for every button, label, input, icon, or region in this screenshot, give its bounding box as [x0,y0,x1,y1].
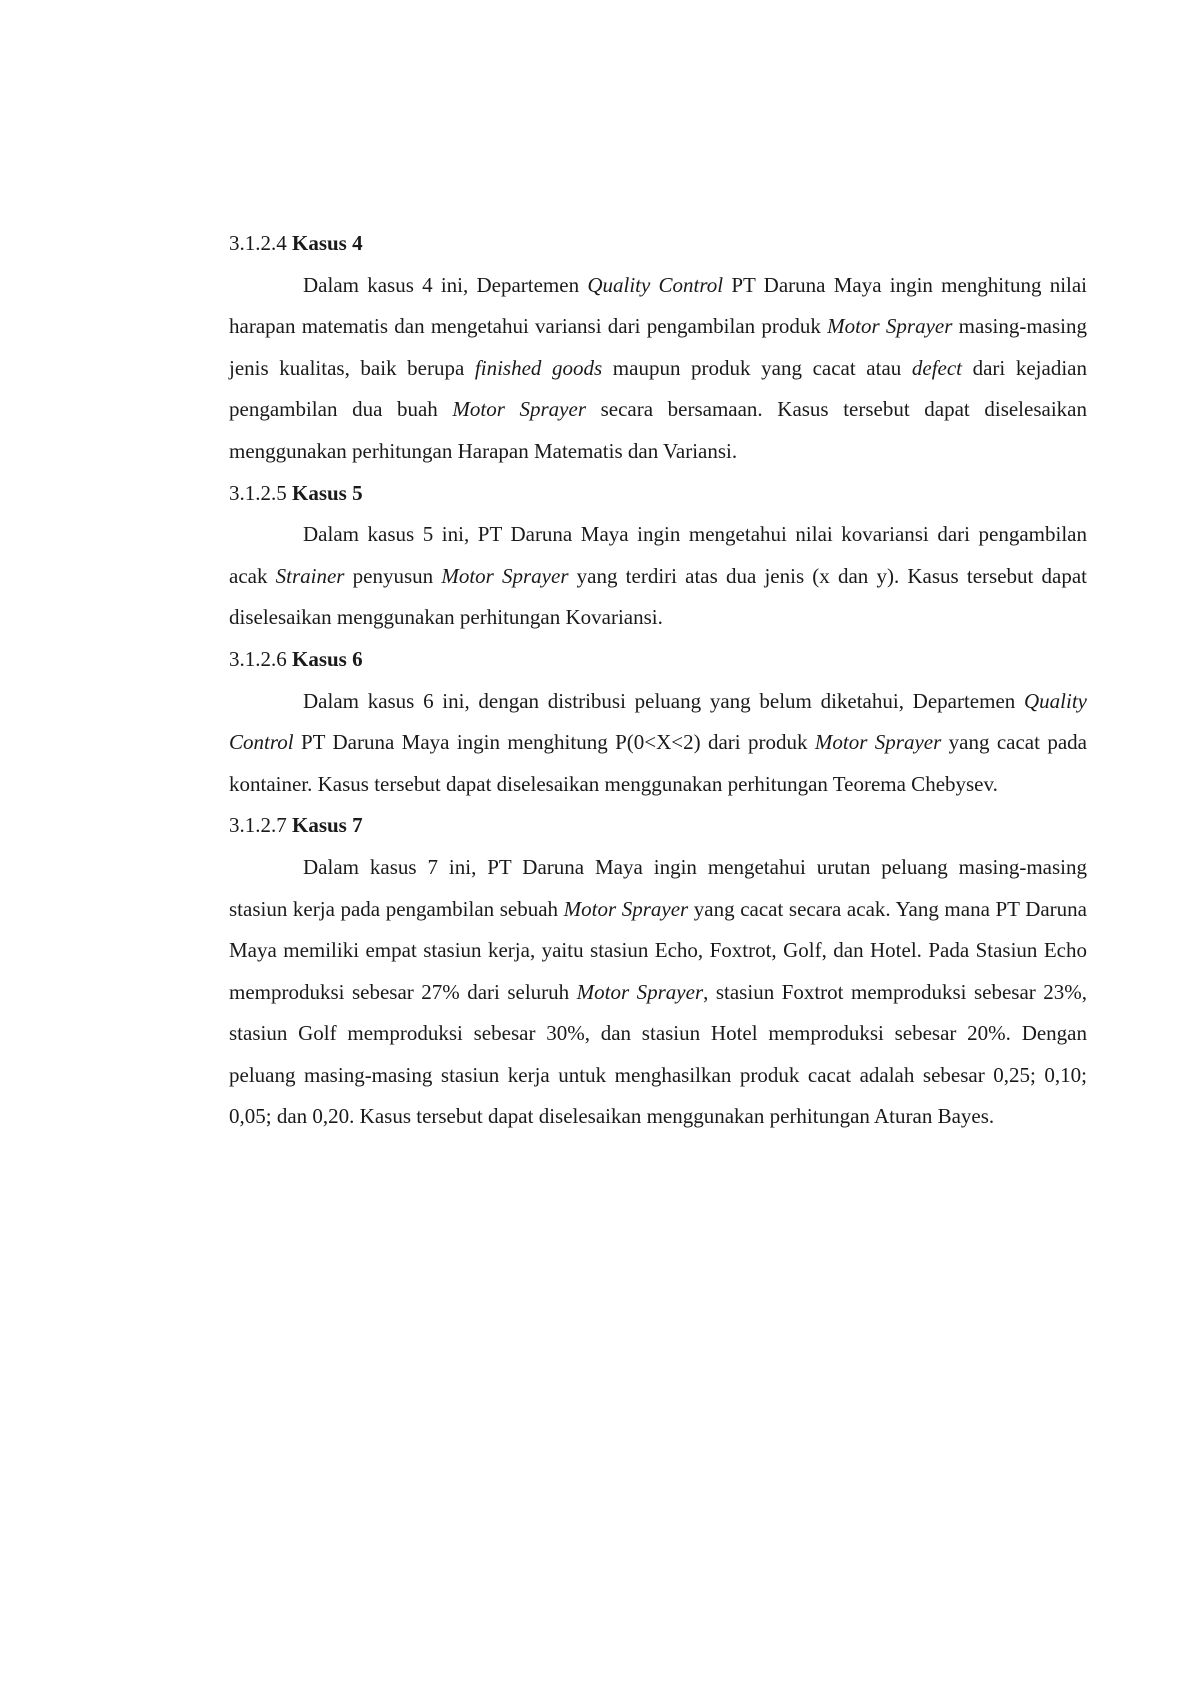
italic-term: Motor Sprayer [441,563,569,588]
paragraph-text: yang terdiri atas dua jenis (x dan y). Kasus tersebut dapat diselesaikan menggunakan perhitungan Kovariansi. [229,563,1087,630]
paragraph-text: PT Daruna Maya ingin menghitung P(0<X<2) dari produk [293,730,815,755]
paragraph-text: Dalam kasus 5 ini, PT Daruna Maya ingin mengetahui nilai kovariansi dari pengambilan acak [229,522,1087,588]
section-paragraph [229,847,1087,1138]
section-title: Kasus 4 [292,231,363,255]
italic-term: defect [911,355,963,380]
paragraph-text: maupun produk yang cacat atau [602,355,912,380]
document-body [229,223,1087,1138]
section-number: 3.1.2.6 [229,646,287,671]
section-paragraph [229,514,1087,639]
section-paragraph [229,265,1087,473]
section-kasus-4 [229,223,1087,473]
paragraph-text: Dalam kasus 6 ini, dengan distribusi peluang yang belum diketahui, Departemen [303,688,1024,713]
section-heading [229,805,1087,847]
italic-term: Quality Control [587,272,724,297]
section-kasus-5 [229,473,1087,639]
section-heading [229,639,1087,681]
section-heading [229,473,1087,515]
italic-term: Motor Sprayer [563,896,689,921]
section-heading [229,223,1087,265]
paragraph-text: dari kejadian pengambilan dua buah [229,355,1087,422]
section-number: 3.1.2.5 [229,480,287,505]
section-title: Kasus 7 [292,813,363,838]
section-paragraph [229,681,1087,806]
section-title: Kasus 5 [292,480,363,505]
section-kasus-7 [229,805,1087,1138]
section-number: 3.1.2.7 [229,813,287,838]
italic-term: Quality Control [229,688,1087,755]
paragraph-text: Dalam kasus 4 ini, Departemen [303,272,588,297]
italic-term: Motor Sprayer [827,314,953,339]
section-title: Kasus 6 [292,646,363,671]
paragraph-text: yang cacat secara acak. Yang mana PT Daruna Maya memiliki empat stasiun kerja, yaitu stasiun Echo, Foxtrot, Golf, dan Hotel. Pada Stasiun Echo memproduksi sebesar 27% dari seluruh [229,896,1087,1004]
paragraph-text: , stasiun Foxtrot memproduksi sebesar 23%, stasiun Golf memproduksi sebesar 30%, dan stasiun Hotel memproduksi sebesar 20%. Dengan peluang masing-masing stasiun kerja untuk menghasilkan produk cacat adalah sebesar 0,25; 0,10; 0,05; dan 0,20. Kasus tersebut dapat diselesaikan menggunakan perhitungan Aturan Bayes. [229,979,1087,1129]
italic-term: Motor Sprayer [814,730,942,755]
paragraph-text: Dalam kasus 7 ini, PT Daruna Maya ingin mengetahui urutan peluang masing-masing stasiun kerja pada pengambilan sebuah [229,854,1087,921]
italic-term: Motor Sprayer [576,979,704,1004]
paragraph-text: penyusun [344,563,442,588]
paragraph-text: yang cacat pada kontainer. Kasus tersebut dapat diselesaikan menggunakan perhitungan Teorema Chebysev. [229,730,1087,796]
paragraph-text: masing-masing jenis kualitas, baik berupa [229,314,1087,380]
section-kasus-6 [229,639,1087,805]
italic-term: Motor Sprayer [452,397,586,422]
section-number: 3.1.2.4 [229,231,287,255]
italic-term: Strainer [275,563,345,588]
paragraph-text: secara bersamaan. Kasus tersebut dapat diselesaikan menggunakan perhitungan Harapan Matematis dan Variansi. [229,397,1087,463]
paragraph-text: PT Daruna Maya ingin menghitung nilai harapan matematis dan mengetahui variansi dari pengambilan produk [229,272,1088,339]
italic-term: finished goods [474,355,603,380]
